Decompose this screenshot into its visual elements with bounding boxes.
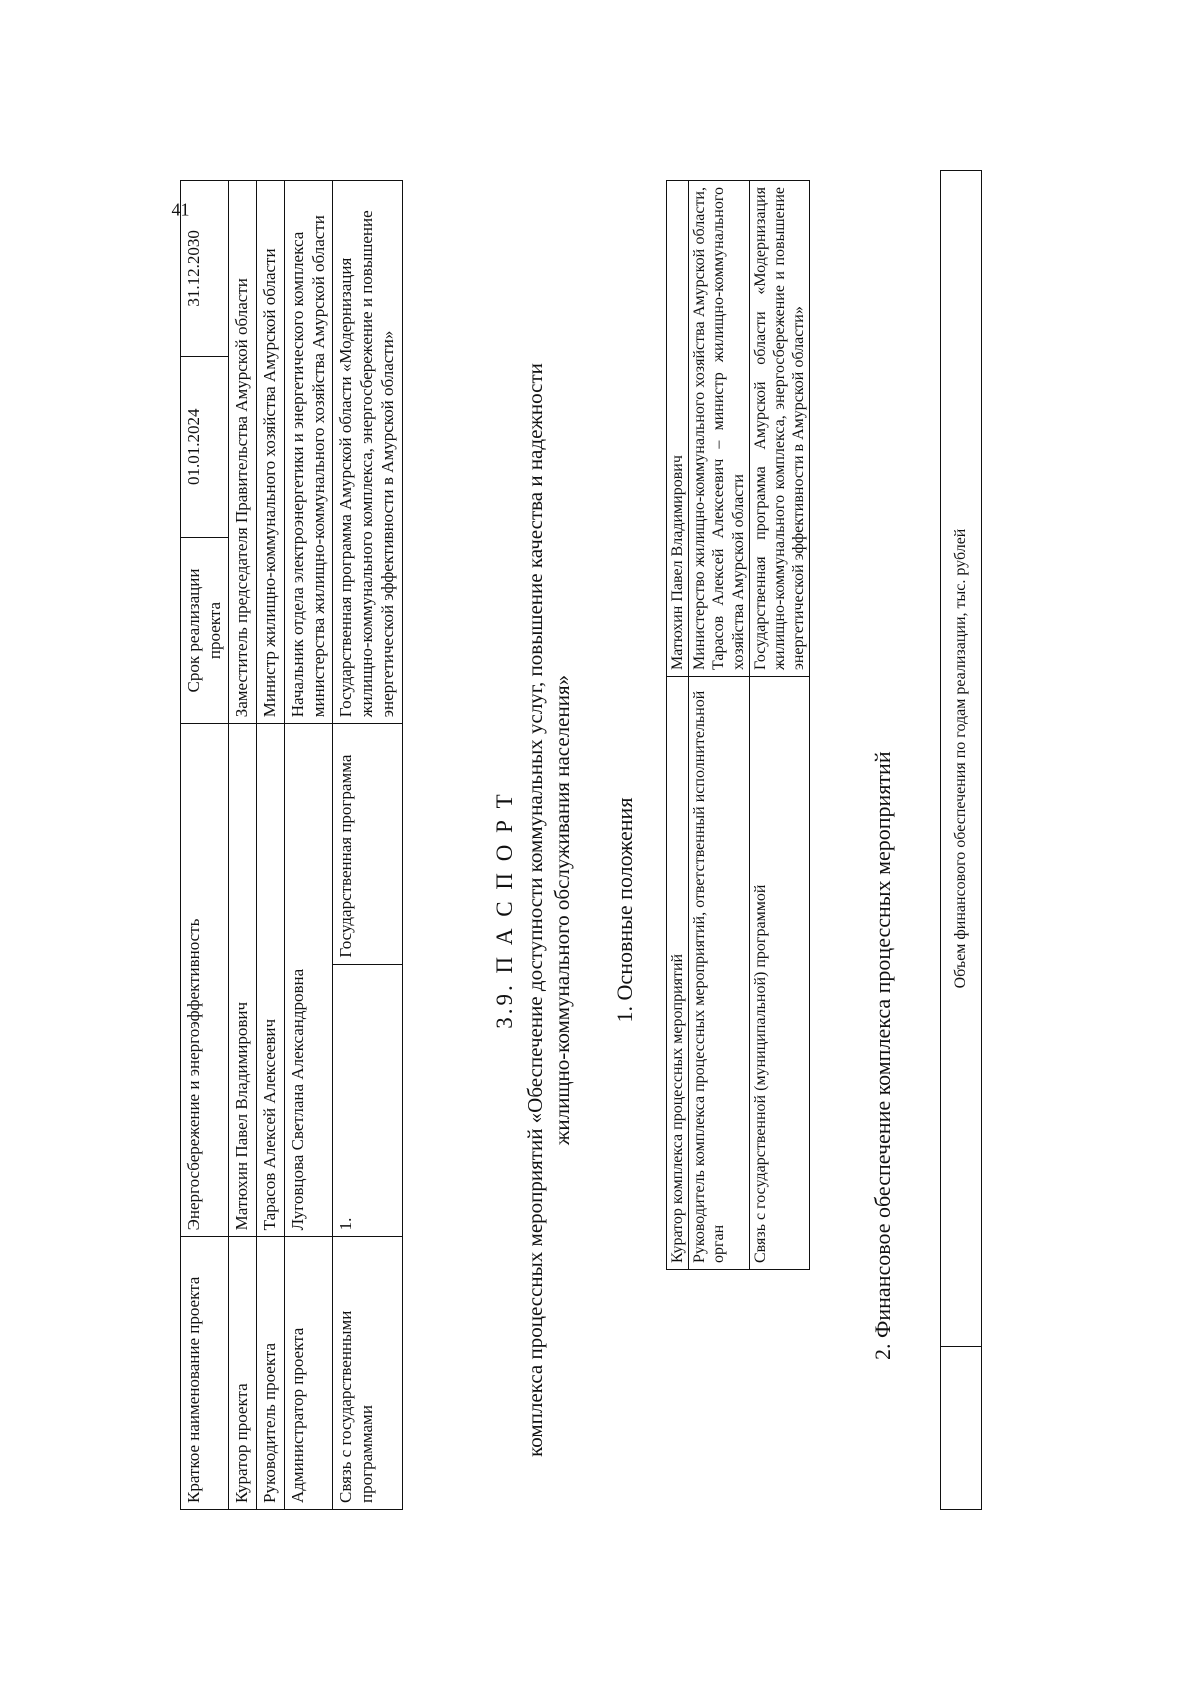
financing-table [940, 170, 982, 1510]
table-row [284, 181, 332, 1510]
table-row [181, 181, 229, 1510]
section-1-title: 1. Основные положения [612, 797, 637, 1023]
table-cell: 31.12.2030 [181, 181, 229, 357]
table-cell: Срок реализации проекта [181, 537, 229, 723]
table-cell: Матюхин Павел Владимирович [667, 181, 689, 677]
table-cell: Энергосбережение и энергоэффективность [181, 724, 229, 1237]
table-cell: Матюхин Павел Владимирович [229, 724, 257, 1237]
table-cell: Государственная программа Амурской области «Модернизация жилищно-коммунального комплекса, энергосбережение и повышение энергетической эффективности в Амурской области» [749, 181, 810, 677]
table-row [749, 181, 810, 1270]
table-cell: Тарасов Алексей Алексеевич [257, 724, 285, 1237]
table-cell: Объем финансового обеспечения по годам реализации, тыс. рублей [941, 171, 982, 1347]
section-2-title: 2. Финансовое обеспечение комплекса процессных мероприятий [870, 751, 895, 1360]
passport-subtitle: комплекса процессных мероприятий «Обеспечение доступности коммунальных услуг, повышение качества и надежности жилищно-коммунального обслуживания населения» [523, 363, 575, 1457]
document-page [150, 180, 1010, 1520]
table-cell: Государственная программа Амурской области «Модернизация жилищно-коммунального комплекса, энергосбережение и повышение энергетической эффективности в Амурской области» [333, 181, 402, 724]
table-cell: Луговцова Светлана Александровна [284, 724, 332, 1237]
table-row [333, 181, 402, 1510]
table-cell: Заместитель председателя Правительства Амурской области [229, 181, 257, 724]
table-cell: Связь с государственной (муниципальной) программой [749, 677, 810, 1270]
table-cell: Администратор проекта [284, 1237, 332, 1510]
table-cell: Начальник отдела электроэнергетики и энергетического комплекса министерства жилищно-коммунального хозяйства Амурской области [284, 181, 332, 724]
table-row [667, 181, 689, 1270]
table-cell: Краткое наименование проекта [181, 1237, 229, 1510]
page-number: 41 [171, 199, 190, 220]
table-row [689, 181, 750, 1270]
table-cell: Руководитель комплекса процессных мероприятий, ответственный исполнительной орган [689, 677, 750, 1270]
table-row [941, 171, 982, 1510]
table-cell: Руководитель проекта [257, 1237, 285, 1510]
table-cell: Куратор проекта [229, 1237, 257, 1510]
table-cell: Куратор комплекса процессных мероприятий [667, 677, 689, 1270]
table-row [229, 181, 257, 1510]
table-row [257, 181, 285, 1510]
table-cell [941, 1347, 982, 1510]
project-info-table [180, 180, 403, 1510]
table-cell: 01.01.2024 [181, 356, 229, 537]
table-cell: Министр жилищно-коммунального хозяйства Амурской области [257, 181, 285, 724]
passport-title: 3.9. П А С П О Р Т [492, 791, 517, 1029]
table-cell: Государственная программа [333, 724, 402, 964]
table-cell: Министерство жилищно-коммунального хозяйства Амурской области, Тарасов Алексей Алексеевич – министр жилищно-коммунального хозяйства Амурской области [689, 181, 750, 677]
main-provisions-table [666, 180, 810, 1270]
table-cell: Связь с государственными программами [333, 1237, 402, 1510]
table-cell: 1. [333, 964, 402, 1237]
